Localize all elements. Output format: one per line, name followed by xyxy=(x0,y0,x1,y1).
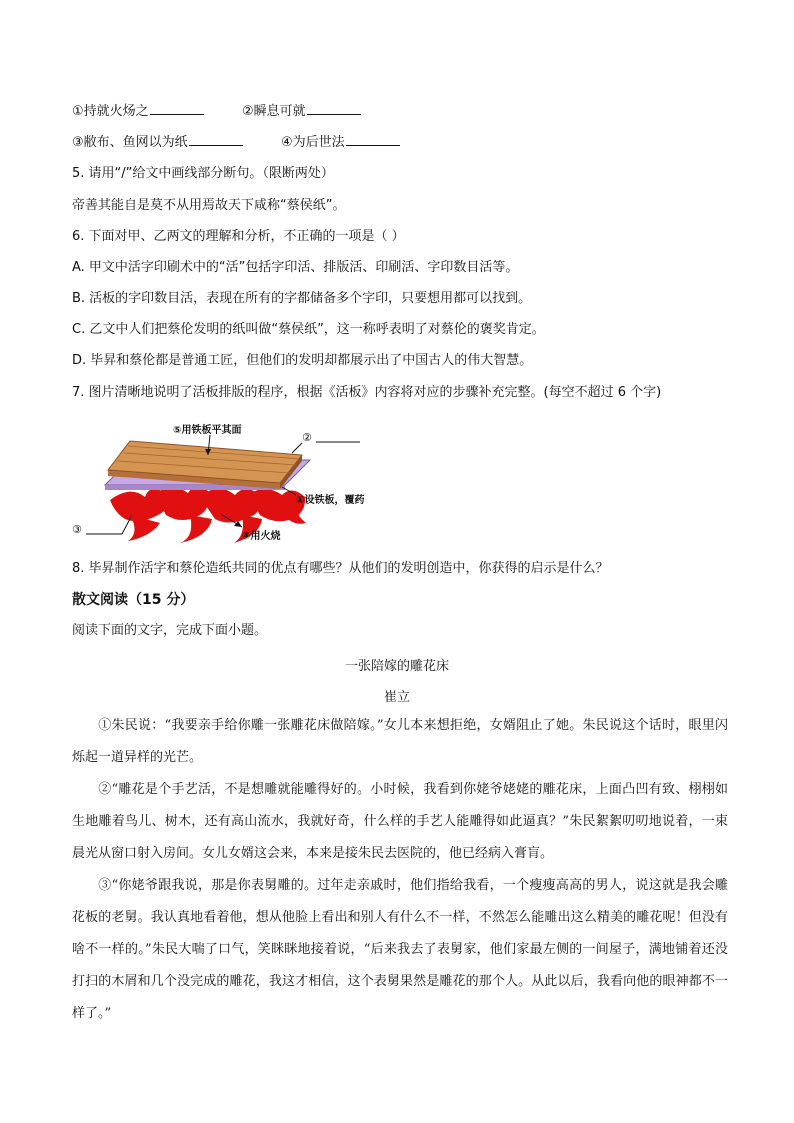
q5-prompt: 5. 请用“/”给文中画线部分断句。（限断两处） xyxy=(72,166,334,181)
q4-item-1: ①持就火炀之 xyxy=(72,104,149,119)
label-step5: ⑤用铁板平其面 xyxy=(173,425,242,436)
essay-author: 崔立 xyxy=(383,690,410,705)
q4-row-1 xyxy=(72,102,361,122)
answer-blank xyxy=(150,102,204,115)
q6-option-a: A. 甲文中活字印刷术中的“活”包括字印活、排版活、印刷活、字印数目活等。 xyxy=(72,260,519,275)
answer-blank xyxy=(189,133,243,146)
answer-blank xyxy=(307,102,361,115)
q8-prompt: 8. 毕昇制作活字和蔡伦造纸共同的优点有哪些？从他们的发明创造中，你获得的启示是什么？ xyxy=(72,561,609,576)
essay-paragraph-2 xyxy=(72,774,728,870)
essay-title: 一张陪嫁的雕花床 xyxy=(344,659,449,674)
label-step3: ③ xyxy=(72,523,82,536)
essay-paragraph-3-text: ③“你姥爷跟我说，那是你表舅雕的。过年走亲戚时，他们指给我看，一个瘦瘦高高的男人，说这就是我会雕花板的老舅。我认真地看着他，想从他脸上看出和别人有什么不一样，不然怎么能雕出这么精美的雕花呢！但没有啥不一样的。”朱民大喘了口气，笑眯眯地接着说，“后来我去了表舅家，他们家最左侧的一间屋子，满地铺着还没打扫的木屑和几个没完成的雕花，我这才相信，这个表舅果然是雕花的那个人。从此以后，我看向他的眼神都不一样了。” xyxy=(72,878,728,1021)
q6-option-c: C. 乙文中人们把蔡伦发明的纸叫做“蔡侯纸”，这一称呼表明了对蔡伦的褒奖肯定。 xyxy=(72,322,545,337)
q4-row-2 xyxy=(72,133,400,153)
label-step1: ①设铁板，覆药 xyxy=(296,495,365,506)
section-instruction: 阅读下面的文字，完成下面小题。 xyxy=(72,623,268,638)
q6-option-d: D. 毕昇和蔡伦都是普通工匠，但他们的发明却都展示出了中国古人的伟大智慧。 xyxy=(72,353,533,368)
q5-text: 帝善其能自是莫不从用焉故天下咸称“蔡侯纸”。 xyxy=(72,198,346,213)
answer-blank xyxy=(346,133,400,146)
q7-prompt: 7. 图片清晰地说明了活板排版的程序，根据《活板》内容将对应的步骤补充完整。(每空不超过 6 个字) xyxy=(72,385,662,400)
essay-paragraph-3 xyxy=(72,870,728,1030)
label-step4: ④用火烧 xyxy=(242,531,281,542)
essay-paragraph-1-text: ①朱民说：“我要亲手给你雕一张雕花床做陪嫁。”女儿本来想拒绝，女婿阻止了她。朱民说这个话时，眼里闪烁起一道异样的光芒。 xyxy=(72,718,728,765)
q6-prompt: 6. 下面对甲、乙两文的理解和分析，不正确的一项是（ ） xyxy=(72,229,405,244)
essay-paragraph-1 xyxy=(72,710,728,774)
label-step2: ② xyxy=(302,431,312,444)
movable-type-diagram xyxy=(70,415,400,545)
q4-item-3: ③敝布、鱼网以为纸 xyxy=(72,135,188,150)
q4-item-4: ④为后世法 xyxy=(280,135,345,150)
section-heading: 散文阅读（15 分） xyxy=(72,592,195,608)
essay-paragraph-2-text: ②“雕花是个手艺活，不是想雕就能雕得好的。小时候，我看到你姥爷姥姥的雕花床，上面凸凹有致、栩栩如生地雕着鸟儿、树木，还有高山流水，我就好奇，什么样的手艺人能雕得如此逼真？”朱民絮絮叨叨地说着，一束晨光从窗口射入房间。女儿女婿这会来，本来是接朱民去医院的，他已经病入膏肓。 xyxy=(72,782,728,861)
q4-item-2: ②瞬息可就 xyxy=(241,104,306,119)
q6-option-b: B. 活板的字印数目活，表现在所有的字都储备多个字印，只要想用都可以找到。 xyxy=(72,291,532,306)
